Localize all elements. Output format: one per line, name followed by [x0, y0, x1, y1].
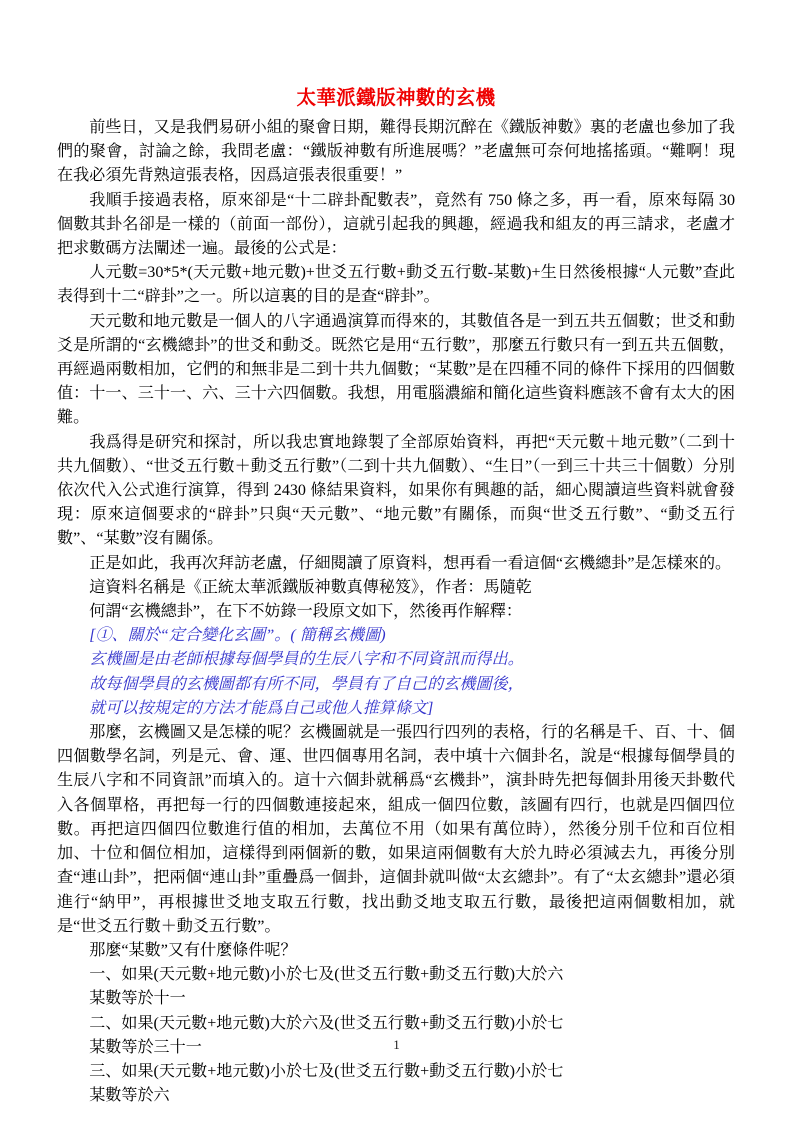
condition-one-result: 某數等於十一 [89, 990, 186, 1008]
quote-line-4: 就可以按規定的方法才能爲自己或他人推算條文] [89, 699, 434, 717]
condition-one: 一、如果(天元數+地元數)小於七及(世爻五行數+動爻五行數)大於六 [89, 966, 564, 984]
paragraph-number-definitions: 天元數和地元數是一個人的八字通過演算而得來的，其數值各是一到五共五個數；世爻和動爻是所謂的“玄機總卦”的世爻和動爻。既然它是用“五行數”，那麼五行數只有一到五共五個數，再經過兩數相加，它們的和無非是二到十共九個數；“某數”是在四種不同的條件下採用的四個數值：十一、三十一、六、三十六四個數。我想，用電腦濃縮和簡化這些資料應該不會有太大的困難。 [57, 312, 735, 427]
paragraph-table-discovery: 我順手接過表格，原來卻是“十二辟卦配數表”，竟然有 750 條之多，再一看，原來每隔 30 個數其卦名卻是一樣的（前面一部份），這就引起我的興趣，經過我和組友的再三請求，老盧才把求數碼方法闡述一遍。最後的公式是： [57, 191, 735, 258]
condition-two: 二、如果(天元數+地元數)大於六及(世爻五行數+動爻五行數)小於七 [89, 1014, 564, 1032]
paragraph-revisit: 正是如此，我再次拜訪老盧，仔細閱讀了原資料，想再看一看這個“玄機總卦”是怎樣來的。 [89, 554, 732, 572]
paragraph-quote-intro: 何謂“玄機總卦”，在下不妨錄一段原文如下，然後再作解釋： [89, 603, 522, 621]
paragraph-conditions-intro: 那麼“某數”又有什麼條件呢？ [89, 941, 297, 959]
page-title: 太華派鐵版神數的玄機 [296, 88, 496, 109]
condition-two-result: 某數等於三十一 [89, 1038, 202, 1056]
page-number: 1 [393, 1037, 400, 1052]
paragraph-formula: 人元數=30*5*(天元數+地元數)+世爻五行數+動爻五行數-某數)+生日然後根據“人元數”查此表得到十二“辟卦”之一。所以這裏的目的是查“辟卦”。 [57, 264, 735, 306]
paragraph-intro: 前些日，又是我們易研小組的聚會日期，難得長期沉醉在《鐵版神數》裏的老盧也參加了我們的聚會，討論之餘，我問老盧：“鐵版神數有所進展嗎？”老盧無可奈何地搖搖頭。“難啊！現在我必須先背熟這張表格，因爲這張表很重要！” [57, 119, 735, 185]
paragraph-xuanjitu-explanation: 那麼，玄機圖又是怎樣的呢？玄機圖就是一張四行四列的表格，行的名稱是千、百、十、個四個數學名詞，列是元、會、運、世四個專用名詞，表中填十六個卦名，說是“根據每個學員的生辰八字和不同資訊”而填入的。這十六個卦就稱爲“玄機卦”，演卦時先把每個卦用後天卦數代入各個單格，再把每一行的四個數連接起來，組成一個四位數，該圖有四行，也就是四個四位數。再把這四個四位數進行值的相加，去萬位不用（如果有萬位時），然後分別千位和百位相加、十位和個位相加，這樣得到兩個新的數，如果這兩個數有大於九時必須減去九，再後分別查“連山卦”，把兩個“連山卦”重疊爲一個卦，這個卦就叫做“太玄總卦”。有了“太玄總卦”還必須進行“納甲”，再根據世爻地支取五行數，找出動爻地支取五行數，最後把這兩個數相加，就是“世爻五行數＋動爻五行數”。 [57, 724, 735, 935]
condition-three: 三、如果(天元數+地元數)小於七及(世爻五行數+動爻五行數)小於七 [89, 1062, 564, 1080]
quote-line-3: 故每個學員的玄機圖都有所不同，學員有了自己的玄機圖後， [89, 675, 524, 693]
quote-line-2: 玄機圖是由老師根據每個學員的生辰八字和不同資訊而得出。 [89, 651, 524, 669]
paragraph-research-method: 我爲得是研究和探討，所以我忠實地錄製了全部原始資料，再把“天元數＋地元數”（二到十共九個數）、“世爻五行數＋動爻五行數”（二到十共九個數）、“生日”（一到三十共三十個數）分別依次代入公式進行演算，得到 2430 條結果資料，如果你有興趣的話，細心閱讀這些資料就會發現：原來這個要求的“辟卦”只與“天元數”、“地元數”有關係，而與“世爻五行數”、“動爻五行數”、“某數”沒有關係。 [57, 433, 735, 548]
quote-line-1: [①、關於“定合變化玄圖”。( 簡稱玄機圖) [89, 627, 386, 645]
condition-three-result: 某數等於六 [89, 1087, 170, 1105]
paragraph-source-book: 這資料名稱是《正統太華派鐵版神數真傳秘笈》，作者：馬隨乾 [89, 578, 532, 596]
